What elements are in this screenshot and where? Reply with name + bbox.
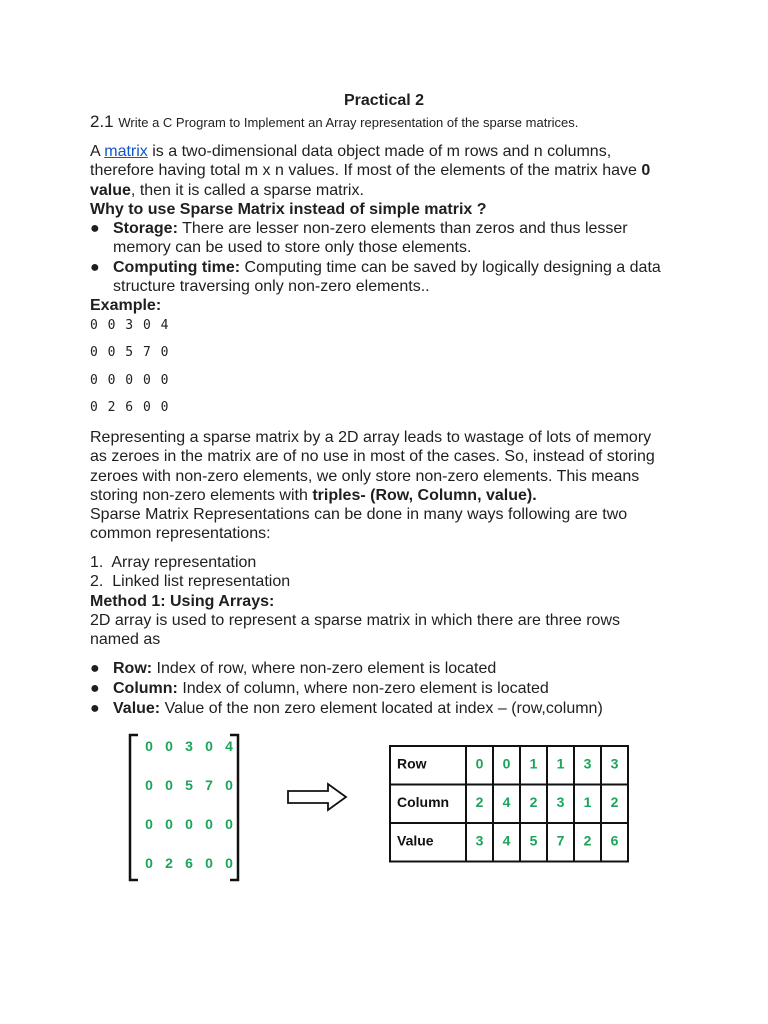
- paragraph-line: Representing a sparse matrix by a 2D array leads to wastage of lots of memory: [90, 429, 652, 446]
- matrix-cell: 0: [145, 777, 153, 793]
- list-item: 1. Array representation: [90, 554, 257, 571]
- paragraph-line: common representations:: [90, 525, 271, 543]
- reason-text: There are lesser non-zero elements than zeros and thus lesser: [177, 220, 628, 237]
- matrix-cell: 6: [185, 855, 193, 871]
- example-row: 0 2 6 0 0: [90, 400, 170, 415]
- field-text: Index of row, where non-zero element is located: [152, 660, 497, 677]
- right-arrow-icon: [288, 784, 346, 810]
- table-cell: 1: [529, 755, 538, 772]
- field-text: Index of column, where non-zero element is located: [177, 680, 549, 697]
- field-label: Value:: [113, 700, 161, 717]
- example-row: 0 0 5 7 0: [90, 345, 170, 360]
- paragraph-line: as zeroes in the matrix are of no use in most of the cases. So, instead of storing: [90, 448, 655, 466]
- matrix-cell: 2: [165, 855, 173, 871]
- list-item-label: Array representation: [111, 554, 257, 571]
- paragraph-line: named as: [90, 631, 161, 649]
- matrix-cell: 0: [225, 816, 233, 832]
- field-label: Row:: [113, 660, 153, 677]
- matrix-cell: 0: [205, 855, 213, 871]
- page-title: Practical 2: [343, 92, 425, 109]
- matrix-cell: 5: [185, 777, 193, 793]
- matrix-cell: 4: [225, 738, 233, 754]
- intro-bold: value: [90, 181, 131, 199]
- field-text: Value of the non zero element located at index – (row,column): [160, 700, 603, 717]
- task-number: 2.1: [90, 112, 114, 131]
- matrix-cell: 0: [145, 816, 153, 832]
- matrix-cell: 3: [185, 738, 193, 754]
- example-row: 0 0 0 0 0: [90, 373, 170, 388]
- table-cell: 5: [529, 832, 538, 849]
- matrix-cell: 0: [225, 855, 233, 871]
- list-item-label: Linked list representation: [112, 573, 291, 590]
- matrix-cell: 0: [145, 855, 153, 871]
- table-cell: 4: [502, 793, 511, 810]
- table-cell: 7: [556, 832, 565, 849]
- reason-label: Storage:: [113, 220, 178, 237]
- table-row-label: Value: [397, 832, 434, 849]
- method-heading: Method 1: Using Arrays:: [90, 593, 275, 610]
- matrix-cell: 0: [165, 816, 173, 832]
- intro-text: is a two-dimensional data object made of m rows and n columns,: [147, 143, 612, 160]
- triples-bold: triples- (Row, Column, value).: [312, 486, 537, 504]
- intro-text: A: [90, 143, 105, 160]
- why-heading: Why to use Sparse Matrix instead of simple matrix ?: [90, 201, 487, 218]
- left-bracket: [130, 735, 138, 880]
- table-cell: 0: [502, 755, 511, 772]
- table-cell: 1: [556, 755, 565, 772]
- table-cell: 2: [583, 832, 592, 849]
- reason-text: Computing time can be saved by logically designing a data: [240, 259, 661, 276]
- matrix-values: [145, 738, 233, 871]
- intro-text: therefore having total m x n values. If most of the elements of the matrix have: [90, 162, 642, 180]
- table-cell: 3: [610, 755, 619, 772]
- table-row-label: Row: [397, 755, 427, 772]
- triples-table: [390, 746, 628, 862]
- matrix-link[interactable]: matrix: [104, 143, 148, 160]
- reason-text: structure traversing only non-zero elements..: [113, 278, 430, 296]
- matrix-cell: 0: [225, 777, 233, 793]
- table-cell: 2: [475, 793, 484, 810]
- table-cell: 1: [583, 793, 592, 810]
- bullet-icon: ●: [90, 700, 100, 717]
- task-text: Write a C Program to Implement an Array representation of the sparse matrices.: [118, 115, 579, 130]
- intro-text: , then it is called a sparse matrix.: [130, 181, 364, 199]
- table-cell: 3: [475, 832, 484, 849]
- intro-bold: 0: [641, 162, 651, 180]
- matrix-cell: 0: [185, 816, 193, 832]
- reason-label: Computing time:: [113, 259, 241, 276]
- table-row-label: Column: [397, 793, 450, 810]
- paragraph-line: Sparse Matrix Representations can be done in many ways following are two: [90, 506, 628, 524]
- reason-text: memory can be used to store only those elements.: [113, 239, 472, 257]
- bullet-icon: ●: [90, 259, 100, 276]
- paragraph-line: 2D array is used to represent a sparse matrix in which there are three rows: [90, 612, 621, 629]
- table-cell: 2: [529, 793, 538, 810]
- table-cell: 3: [556, 793, 565, 810]
- table-cell: 0: [475, 755, 484, 772]
- matrix-cell: 0: [205, 738, 213, 754]
- paragraph-line: storing non-zero elements with: [90, 486, 313, 504]
- bullet-icon: ●: [90, 680, 100, 697]
- example-heading: Example:: [90, 297, 162, 314]
- matrix-cell: 0: [205, 816, 213, 832]
- table-cell: 2: [610, 793, 619, 810]
- matrix-cell: 0: [165, 777, 173, 793]
- table-cell: 3: [583, 755, 592, 772]
- example-row: 0 0 3 0 4: [90, 318, 170, 333]
- bullet-icon: ●: [90, 660, 100, 677]
- bullet-icon: ●: [90, 220, 100, 237]
- table-cell: 4: [502, 832, 511, 849]
- list-item: 2. Linked list representation: [90, 573, 291, 590]
- table-cell: 6: [610, 832, 619, 849]
- matrix-cell: 0: [165, 738, 173, 754]
- matrix-cell: 7: [205, 777, 213, 793]
- paragraph-line: zeroes with non-zero elements, we only store non-zero elements. This means: [90, 467, 640, 485]
- matrix-cell: 0: [145, 738, 153, 754]
- field-label: Column:: [113, 680, 178, 697]
